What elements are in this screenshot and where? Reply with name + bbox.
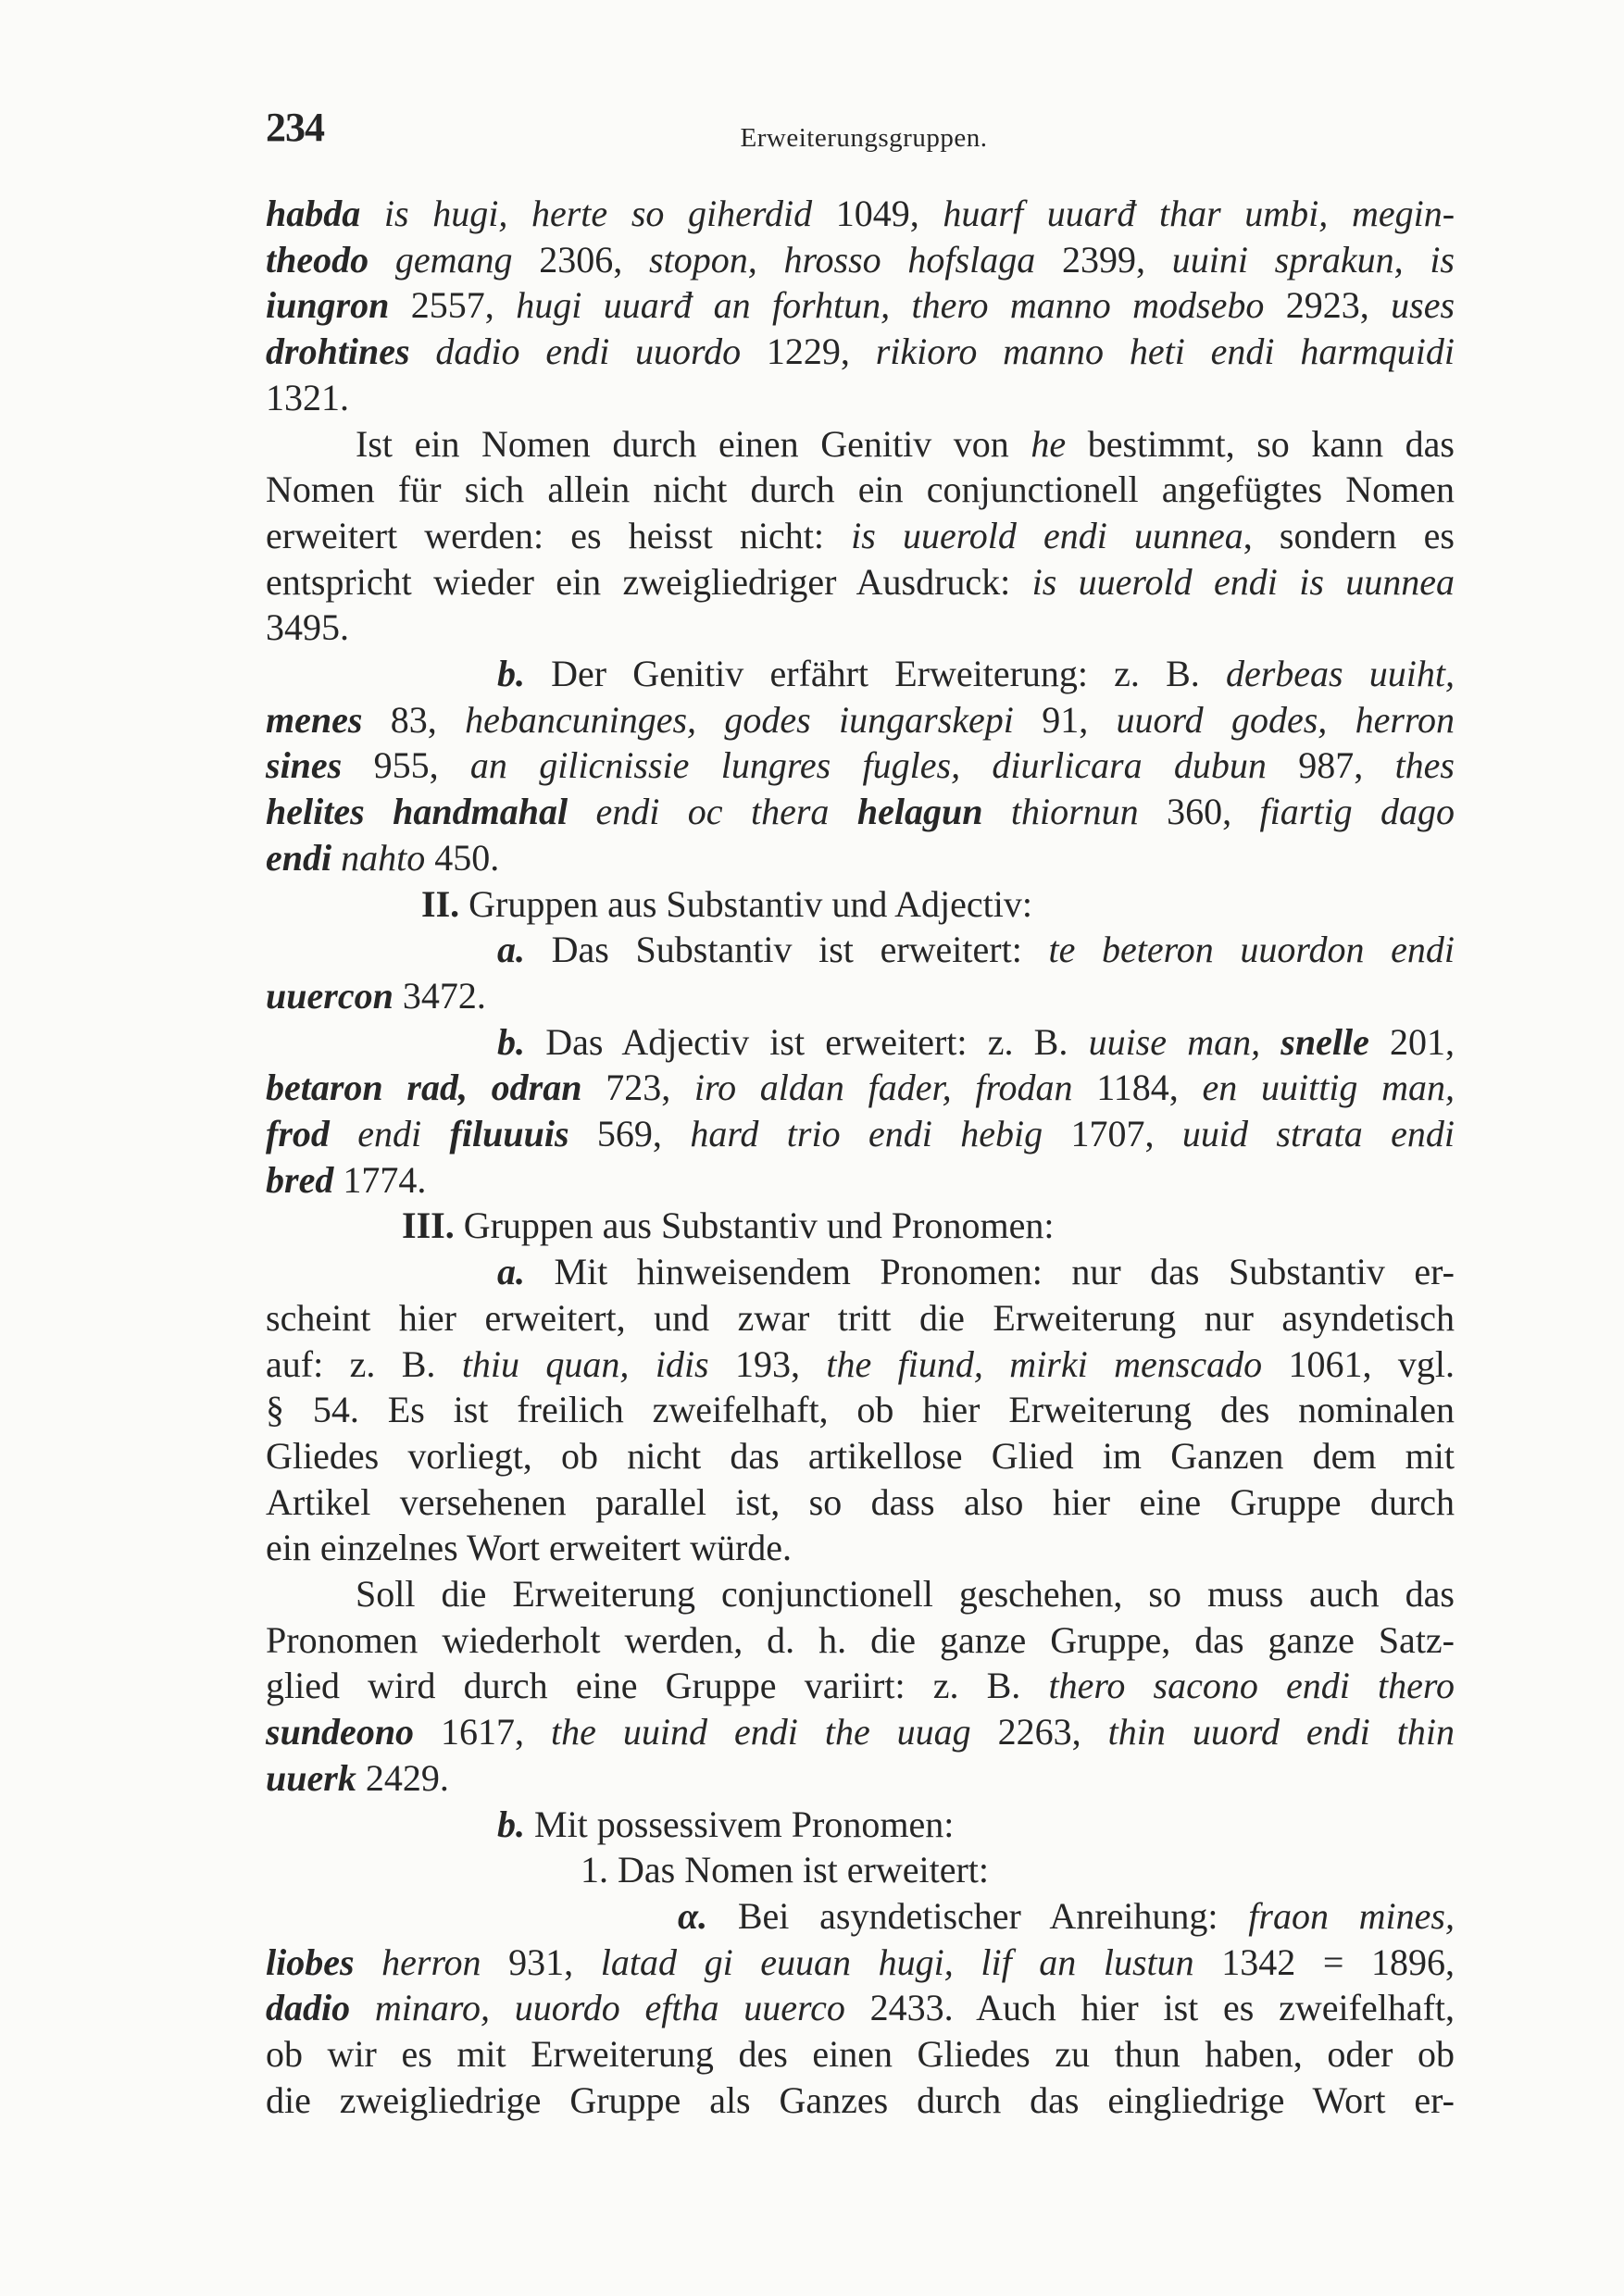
- text-line: [266, 1663, 1455, 1708]
- italic-run: endi oc thera: [568, 791, 857, 833]
- text-run: 1774.: [333, 1158, 427, 1201]
- text-run: 723,: [581, 1067, 694, 1109]
- italic-run: thes: [1394, 744, 1455, 787]
- bold-run: menes: [266, 698, 363, 741]
- text-line: [266, 1985, 1455, 2030]
- text-line: [266, 789, 1455, 834]
- bold-run: uuerk: [266, 1756, 356, 1799]
- bold-run: b.: [497, 653, 525, 694]
- text-run: 569,: [568, 1113, 691, 1154]
- italic-run: the fiund, mirki menscado: [826, 1342, 1289, 1385]
- running-head: Erweiterungsgruppen.: [740, 123, 988, 153]
- text-line: [266, 973, 1455, 1018]
- italic-run: thiornun: [982, 791, 1168, 833]
- text-run: 1342 = 1896,: [1221, 1940, 1455, 1983]
- italic-run: thero sacono endi thero: [1048, 1665, 1455, 1707]
- text-line: [497, 927, 1455, 972]
- text-run: 2263,: [997, 1711, 1108, 1753]
- text-run: 3472.: [393, 974, 486, 1017]
- italic-run: herron: [354, 1940, 509, 1983]
- italic-run: en uuittig man,: [1202, 1067, 1455, 1109]
- text-run: Gruppen aus Substantiv und Pronomen:: [454, 1204, 1055, 1247]
- text-line: [266, 559, 1455, 605]
- bold-run: II.: [421, 882, 460, 925]
- italic-run: huarf uuarđ thar umbi, megin-: [943, 193, 1455, 234]
- text-run: 1321.: [266, 376, 349, 418]
- italic-run: hard trio endi hebig: [690, 1113, 1071, 1154]
- text-run: 1061, vgl.: [1288, 1342, 1455, 1385]
- bold-run: helagun: [856, 791, 983, 833]
- text-run: Artikel versehenen parallel ist, so dass also hier eine Gruppe durch: [266, 1480, 1455, 1523]
- italic-run: an gilicnissie lungres fugles, diurlicara dubun: [469, 744, 1299, 787]
- text-line: [356, 421, 1455, 467]
- text-run: Ist ein Nomen durch einen Genitiv von: [356, 422, 1031, 465]
- text-run: Das Adjectiv ist erweitert: z. B.: [525, 1020, 1089, 1063]
- bold-run: drohtines: [266, 331, 410, 373]
- text-line: [266, 835, 1455, 880]
- text-run: 201,: [1368, 1020, 1455, 1063]
- text-line: [266, 1617, 1455, 1663]
- text-line: [266, 2031, 1455, 2077]
- italic-run: is uuerold endi uunnea: [851, 514, 1243, 556]
- text-run: Das Substantiv ist erweitert:: [525, 929, 1049, 971]
- text-run: ein einzelnes Wort erweitert würde.: [266, 1527, 793, 1569]
- text-run: 1. Das Nomen ist erweitert:: [581, 1849, 989, 1891]
- italic-run: uuord godes, herron: [1116, 698, 1455, 741]
- bold-run: b.: [497, 1803, 525, 1845]
- bold-run: habda: [266, 193, 361, 234]
- text-run: Nomen für sich allein nicht durch ein conjunctionell angefügtes Nomen: [266, 468, 1455, 511]
- bold-run: dadio: [266, 1987, 351, 2029]
- text-line: [497, 1249, 1455, 1294]
- text-line: [266, 1065, 1455, 1110]
- italic-run: the uuind endi the uuag: [551, 1711, 998, 1753]
- italic-run: he: [1031, 422, 1067, 465]
- text-run: bestimmt, so kann das: [1066, 422, 1455, 465]
- text-run: die zweigliedrige Gruppe als Ganzes durch das eingliedrige Wort er-: [266, 2078, 1455, 2121]
- text-run: 2399,: [1061, 238, 1172, 281]
- bold-run: betaron rad, odran: [266, 1067, 582, 1109]
- text-line: [266, 1479, 1455, 1525]
- italic-run: endi: [329, 1113, 450, 1154]
- text-run: , sondern es: [1243, 514, 1455, 556]
- text-line: [266, 1157, 1455, 1203]
- italic-run: uuid strata endi: [1181, 1113, 1455, 1154]
- text-line: [266, 742, 1455, 788]
- bold-run: helites handmahal: [266, 791, 568, 833]
- text-line: [266, 513, 1455, 558]
- text-line: [266, 697, 1455, 742]
- text-line: [266, 1387, 1455, 1432]
- text-run: entspricht wieder ein zweigliedriger Ausdruck:: [266, 560, 1032, 603]
- italic-run: fraon mines,: [1248, 1894, 1455, 1937]
- bold-run: a.: [497, 1251, 525, 1293]
- bold-run: endi: [266, 836, 332, 879]
- text-run: scheint hier erweitert, und zwar tritt die Erweiterung nur asyndetisch: [266, 1296, 1455, 1339]
- text-run: Pronomen wiederholt werden, d. h. die ganze Gruppe, das ganze Satz-: [266, 1618, 1455, 1661]
- text-run: auf: z. B.: [266, 1342, 462, 1385]
- text-line: [497, 1019, 1455, 1065]
- text-line: [266, 1755, 1455, 1801]
- text-line: [402, 1203, 1455, 1248]
- text-line: [421, 881, 1455, 927]
- text-line: [266, 282, 1455, 328]
- italic-run: stopon, hrosso hofslaga: [649, 238, 1062, 281]
- text-run: 2306,: [539, 238, 650, 281]
- text-run: Gruppen aus Substantiv und Adjectiv:: [459, 882, 1032, 925]
- italic-run: hugi uuarđ an forhtun, thero manno modsebo: [516, 284, 1286, 327]
- bold-run: III.: [402, 1204, 455, 1247]
- bold-run: b.: [497, 1020, 525, 1063]
- text-run: 2429.: [356, 1756, 449, 1799]
- bold-run: snelle: [1280, 1020, 1369, 1063]
- bold-run: uuercon: [266, 974, 394, 1017]
- italic-run: gemang: [369, 238, 540, 281]
- text-line: [266, 375, 1455, 420]
- text-line: [266, 1525, 1455, 1570]
- text-run: Mit possessivem Pronomen:: [525, 1803, 955, 1845]
- text-run: 931,: [508, 1940, 601, 1983]
- bold-run: filuuuis: [449, 1113, 569, 1154]
- text-line: [266, 329, 1455, 374]
- italic-run: minaro, uuordo eftha uuerco: [350, 1987, 870, 2029]
- text-line: [266, 467, 1455, 512]
- italic-run: hebancuninges, godes iungarskepi: [465, 698, 1043, 741]
- italic-run: derbeas uuiht,: [1225, 653, 1455, 694]
- text-run: 1617,: [414, 1711, 552, 1753]
- bold-run: sines: [266, 744, 343, 787]
- italic-run: thiu quan, idis: [461, 1342, 736, 1385]
- text-line: [266, 1433, 1455, 1479]
- text-run: erweitert werden: es heisst nicht:: [266, 514, 852, 556]
- italic-run: uses: [1391, 284, 1455, 327]
- text-line: [266, 1111, 1455, 1156]
- text-line: [497, 651, 1455, 696]
- italic-run: nahto: [331, 836, 435, 879]
- bold-run: bred: [266, 1158, 334, 1201]
- italic-run: is hugi, herte so giherdid: [360, 193, 836, 234]
- text-run: 1229,: [766, 331, 876, 373]
- text-line: [581, 1847, 1455, 1892]
- text-run: 2923,: [1285, 284, 1392, 327]
- text-line: [266, 1341, 1455, 1387]
- text-run: 955,: [342, 744, 470, 787]
- text-run: Soll die Erweiterung conjunctionell geschehen, so muss auch das: [356, 1573, 1455, 1615]
- text-run: 1707,: [1070, 1113, 1182, 1154]
- text-run: Mit hinweisendem Pronomen: nur das Substantiv er-: [525, 1251, 1455, 1293]
- text-run: 1184,: [1096, 1067, 1203, 1109]
- text-run: glied wird durch eine Gruppe variirt: z. B.: [266, 1665, 1049, 1707]
- bold-run: frod: [266, 1113, 330, 1154]
- text-run: 1049,: [835, 193, 943, 234]
- bold-run: theodo: [266, 238, 369, 281]
- text-run: Gliedes vorliegt, ob nicht das artikellose Glied im Ganzen dem mit: [266, 1434, 1455, 1477]
- bold-run: sundeono: [266, 1711, 415, 1753]
- bold-run: a.: [497, 929, 525, 971]
- page-number: 234: [266, 105, 324, 150]
- text-line: [497, 1802, 1455, 1847]
- text-run: 360,: [1167, 791, 1260, 833]
- text-run: ob wir es mit Erweiterung des einen Gliedes zu thun haben, oder ob: [266, 2033, 1455, 2075]
- text-run: 193,: [735, 1342, 827, 1385]
- italic-run: te beteron uuordon endi: [1048, 929, 1455, 971]
- text-run: 91,: [1042, 698, 1117, 741]
- text-run: 3495.: [266, 606, 349, 649]
- bold-run: α.: [678, 1894, 708, 1937]
- text-line: [678, 1893, 1455, 1939]
- bold-run: liobes: [266, 1940, 355, 1983]
- italic-run: thin uuord endi thin: [1107, 1711, 1455, 1753]
- text-line: [266, 1940, 1455, 1985]
- italic-run: fiartig dago: [1259, 791, 1455, 833]
- text-run: 83,: [362, 698, 466, 741]
- text-run: 2433. Auch hier ist es zweifelhaft,: [869, 1987, 1455, 2029]
- text-line: [266, 2078, 1455, 2123]
- text-run: § 54. Es ist freilich zweifelhaft, ob hier Erweiterung des nominalen: [266, 1389, 1455, 1431]
- italic-run: uuini sprakun, is: [1171, 238, 1455, 281]
- text-line: [356, 1571, 1455, 1616]
- italic-run: rikioro manno heti endi harmquidi: [875, 331, 1455, 373]
- text-line: [266, 191, 1455, 236]
- text-run: 987,: [1298, 744, 1395, 787]
- text-run: Bei asyndetischer Anreihung:: [707, 1894, 1249, 1937]
- text-line: [266, 237, 1455, 282]
- italic-run: latad gi euuan hugi, lif an lustun: [600, 1940, 1222, 1983]
- italic-run: dadio endi uuordo: [409, 331, 767, 373]
- italic-run: uuise man,: [1088, 1020, 1281, 1063]
- text-line: [266, 1709, 1455, 1754]
- text-run: 2557,: [389, 284, 517, 327]
- italic-run: iro aldan fader, frodan: [693, 1067, 1097, 1109]
- text-line: [266, 605, 1455, 650]
- text-run: 450.: [434, 836, 500, 879]
- bold-run: iungron: [266, 284, 390, 327]
- text-line: [266, 1295, 1455, 1341]
- italic-run: is uuerold endi is uunnea: [1031, 560, 1455, 603]
- text-run: Der Genitiv erfährt Erweiterung: z. B.: [525, 653, 1226, 694]
